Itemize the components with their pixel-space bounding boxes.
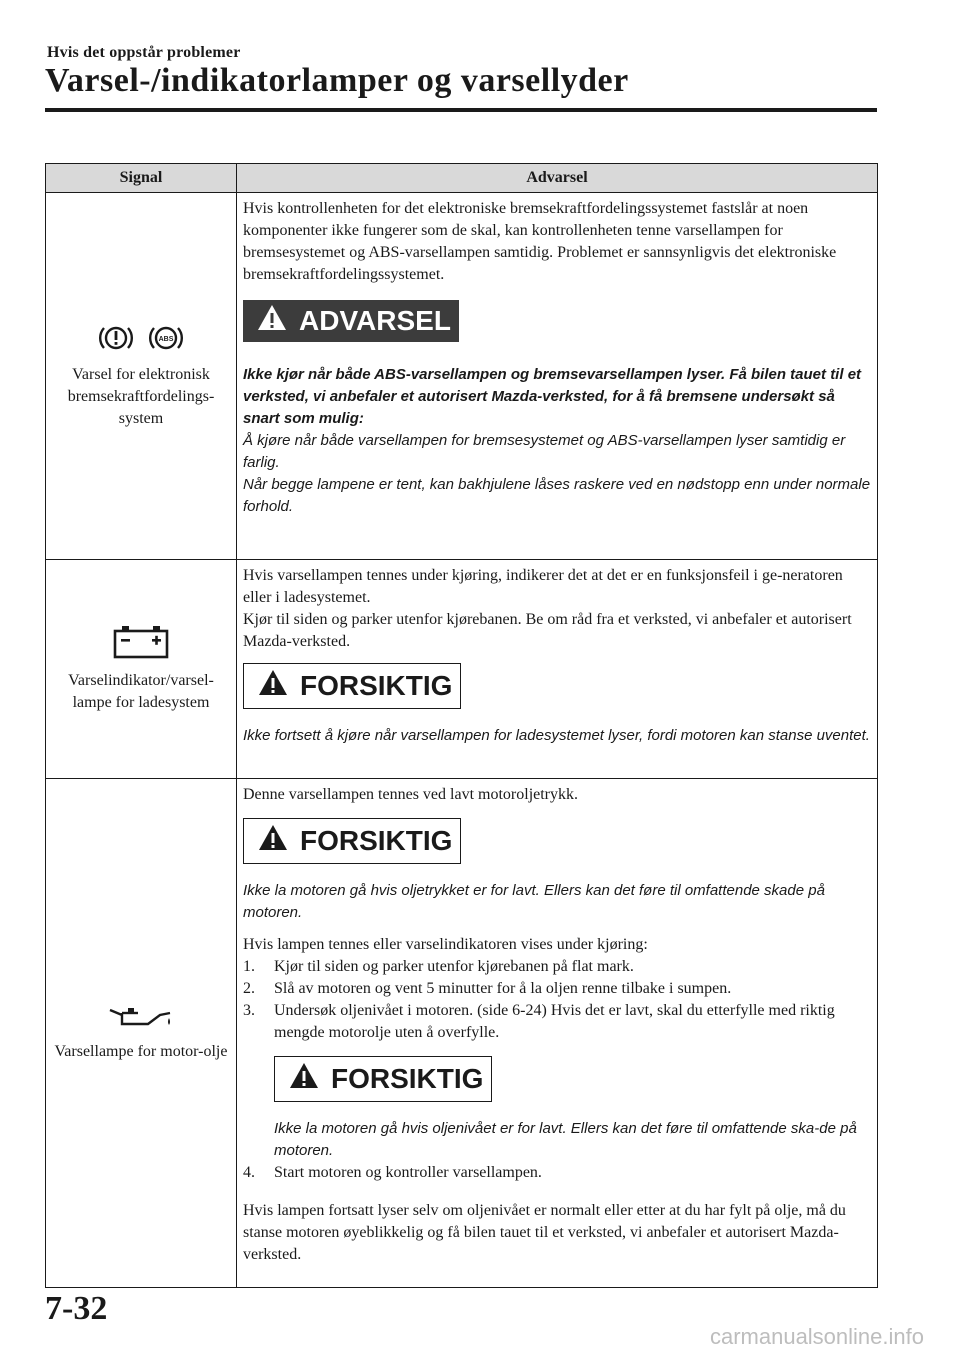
list-item xyxy=(243,1162,873,1184)
warning-table xyxy=(45,163,878,1288)
warning-intro: Hvis varsellampen tennes under kjøring, indikerer det at det er en funksjonsfeil i ge-neratoren eller i ladesystemet. xyxy=(243,567,843,606)
forsiktig-badge xyxy=(243,663,461,709)
warning-notice: Når begge lampene er tent, kan bakhjulene låses raskere ved en nødstopp enn under normale forhold. xyxy=(243,476,871,515)
step-number: 1. xyxy=(243,958,255,975)
table-row xyxy=(46,779,878,1288)
warning-intro: Hvis kontrollenheten for det elektroniske bremsekraftfordelingssystemet fastslår at noen komponenter ikke fungerer som de skal, kan kontrollenheten tenne varsellampen for bremsesystemet og ABS-varsellampen samtidig. Problemet er sannsynligvis det elektroniske bremsekraftfordelingssystemet. xyxy=(243,200,837,283)
table-header-row xyxy=(46,164,878,193)
page-number: 7-32 xyxy=(45,1290,108,1327)
table-row xyxy=(46,193,878,560)
advarsel-badge xyxy=(243,300,459,342)
step-number: 2. xyxy=(243,980,255,997)
list-item xyxy=(243,1000,873,1044)
step-number: 3. xyxy=(243,1002,255,1019)
signal-label: Varsellampe for motor-olje xyxy=(54,1042,228,1060)
warning-triangle-icon xyxy=(258,824,288,858)
signal-label: Varselindikator/varsel-lampe for ladesystem xyxy=(68,671,214,711)
column-header-signal: Signal xyxy=(46,164,237,193)
warning-triangle-icon xyxy=(257,304,287,338)
forsiktig-badge-label: FORSIKTIG xyxy=(300,670,453,701)
signal-icons xyxy=(46,625,236,664)
oil-can-icon xyxy=(108,1004,174,1035)
signal-cell xyxy=(46,560,237,779)
caution-notice: Ikke la motoren gå hvis oljetrykket er for lavt. Ellers kan det føre til omfattende skade på motoren. xyxy=(243,882,825,921)
signal-icons xyxy=(46,1004,236,1035)
steps-list xyxy=(243,956,873,1044)
column-header-warning: Advarsel xyxy=(237,164,878,193)
warning-notice: Å kjøre når både varsellampen for bremsesystemet og ABS-varsellampen lyser samtidig er farlig. xyxy=(243,432,846,471)
warning-intro: Kjør til siden og parker utenfor kjørebanen. Be om råd fra et verksted, vi anbefaler et autorisert Mazda-verksted. xyxy=(243,611,852,650)
steps-intro: Hvis lampen tennes eller varselindikatoren vises under kjøring: xyxy=(243,936,648,953)
warning-notice-bold: Ikke kjør når både ABS-varsellampen og bremsevarsellampen lyser. Få bilen tauet til et verksted, vi anbefaler et autorisert Mazda-verksted, for å få bremsene undersøkt så snart som mulig: xyxy=(243,366,862,427)
brake-warning-icon xyxy=(98,323,134,358)
warning-cell xyxy=(237,193,878,560)
svg-text:ABS: ABS xyxy=(158,335,174,343)
forsiktig-badge-label: FORSIKTIG xyxy=(300,825,453,856)
step-text: Undersøk oljenivået i motoren. (side 6-24) Hvis det er lavt, skal du etterfylle med riktig mengde motorolje uten å overfylle. xyxy=(274,1002,835,1041)
watermark: carmanualsonline.info xyxy=(709,1324,924,1349)
forsiktig-badge xyxy=(243,818,461,864)
advarsel-badge-label: ADVARSEL xyxy=(299,305,451,336)
steps-list xyxy=(243,1162,873,1184)
title-rule xyxy=(45,108,877,112)
page-title: Varsel-/indikatorlamper og varsellyder xyxy=(45,62,629,99)
closing-text: Hvis lampen fortsatt lyser selv om oljenivået er normalt eller etter at du har fylt på olje, må du stanse motoren øyeblikkelig og få bilen tauet til et verksted, vi anbefaler et autorisert Mazda-verksted. xyxy=(243,1202,846,1263)
caution-notice: Ikke la motoren gå hvis oljenivået er for lavt. Ellers kan det føre til omfattende ska-de på motoren. xyxy=(274,1120,857,1159)
caution-notice: Ikke fortsett å kjøre når varsellampen for ladesystemet lyser, fordi motoren kan stanse uventet. xyxy=(243,727,870,744)
step-text: Kjør til siden og parker utenfor kjørebanen på flat mark. xyxy=(274,958,634,975)
section-label: Hvis det oppstår problemer xyxy=(47,44,241,61)
battery-icon xyxy=(112,625,170,664)
step-caution xyxy=(243,1044,873,1162)
forsiktig-badge xyxy=(274,1056,492,1102)
signal-label: Varsel for elektronisk bremsekraftfordelings-system xyxy=(67,365,215,427)
signal-cell xyxy=(46,779,237,1288)
step-text: Slå av motoren og vent 5 minutter for å la oljen renne tilbake i sumpen. xyxy=(274,980,732,997)
step-number: 4. xyxy=(243,1164,255,1181)
warning-triangle-icon xyxy=(258,669,288,703)
warning-cell xyxy=(237,560,878,779)
abs-warning-icon xyxy=(148,323,184,358)
step-text: Start motoren og kontroller varsellampen. xyxy=(274,1164,542,1181)
warning-intro: Denne varsellampen tennes ved lavt motoroljetrykk. xyxy=(243,786,579,803)
list-item xyxy=(243,956,873,978)
warning-cell xyxy=(237,779,878,1288)
signal-icons xyxy=(46,323,236,358)
signal-cell xyxy=(46,193,237,560)
table-row xyxy=(46,560,878,779)
forsiktig-badge-label: FORSIKTIG xyxy=(331,1063,484,1094)
warning-triangle-icon xyxy=(289,1062,319,1096)
list-item xyxy=(243,978,873,1000)
